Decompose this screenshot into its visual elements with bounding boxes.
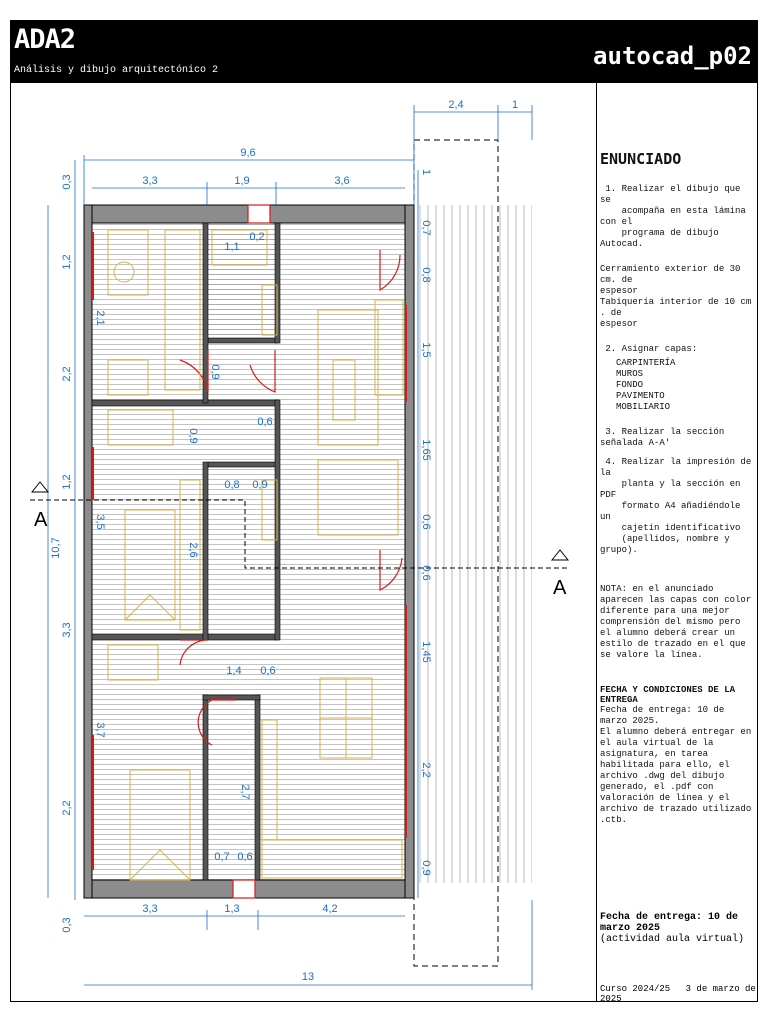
exercise-code: autocad_p02 xyxy=(593,42,752,70)
dim-right-d: 1,5 xyxy=(420,342,432,358)
due-note: (actividad aula virtual) xyxy=(600,934,745,945)
dim-int-j: 2,6 xyxy=(187,542,199,558)
dim-int-k: 1,4 xyxy=(226,665,242,677)
course-name: Análisis y dibujo arquitectónico 2 xyxy=(14,65,219,76)
dim-right-e: 1,65 xyxy=(420,439,432,461)
dim-int-i: 3,5 xyxy=(94,514,106,530)
dim-top-b: 1,9 xyxy=(234,175,250,187)
layer-walls: MUROS xyxy=(616,369,644,379)
partition-h3 xyxy=(208,338,278,343)
dim-int-n: 2,7 xyxy=(239,784,251,800)
partition-h1 xyxy=(92,400,278,406)
dim-terrace-b: 1 xyxy=(511,99,519,111)
partition-v3 xyxy=(203,462,208,640)
dim-int-a: 2,1 xyxy=(94,310,106,326)
dim-left-bottomwall: 0,3 xyxy=(61,917,73,933)
instruction-2: 2. Asignar capas: xyxy=(600,344,698,354)
dim-left-topwall: 0,3 xyxy=(61,174,73,190)
dim-right-c: 0,8 xyxy=(420,267,432,283)
dim-terrace: 2,4 xyxy=(448,99,464,111)
partition-v5 xyxy=(203,695,208,880)
layer-flooring: PAVIMENTO xyxy=(616,391,665,401)
dim-int-h: 0,9 xyxy=(252,479,268,491)
issue-date: 3 de marzo de 2025 xyxy=(600,984,756,1004)
dim-left-e: 2,2 xyxy=(61,800,73,816)
instruction-3: 3. Realizar la sección señalada A-A' xyxy=(600,427,730,448)
partition-h4 xyxy=(208,462,278,467)
dim-left-c: 1,2 xyxy=(61,474,73,490)
dim-bottom-overall: 13 xyxy=(301,971,315,983)
partition-h5 xyxy=(203,695,260,700)
section-label-right: A xyxy=(553,577,567,599)
dim-right-j: 0,9 xyxy=(420,860,432,876)
course-year: Curso 2024/25 xyxy=(600,984,671,994)
panel-title: ENUNCIADO xyxy=(600,150,682,168)
partition-v1 xyxy=(203,223,208,403)
due-date-block xyxy=(600,912,756,945)
layer-carpentry: CARPINTERÍA xyxy=(616,358,676,368)
dim-top-c: 3,6 xyxy=(334,175,350,187)
dim-top-a: 3,3 xyxy=(142,175,158,187)
dim-right-b: 0,7 xyxy=(420,220,432,236)
dim-bottom-a: 3,3 xyxy=(142,903,158,915)
conditions-title: FECHA Y CONDICIONES DE LA ENTREGA xyxy=(600,685,736,705)
dim-int-d: 0,9 xyxy=(209,364,221,380)
dim-int-l: 0,6 xyxy=(260,665,276,677)
dim-int-o: 0,7 xyxy=(214,851,230,863)
dim-right-i: 2,2 xyxy=(420,762,432,778)
dim-right-g: 0,6 xyxy=(420,565,432,581)
dim-int-c: 0,2 xyxy=(249,231,265,243)
window-north xyxy=(248,205,270,223)
dim-bottom-c: 4,2 xyxy=(322,903,338,915)
layer-background: FONDO xyxy=(616,380,644,390)
instruction-1: 1. Realizar el dibujo que se acompaña en esta lámina con el programa de dibujo Autocad. xyxy=(600,184,746,249)
layer-furniture: MOBILIARIO xyxy=(616,402,671,412)
dim-int-e: 0,9 xyxy=(187,428,199,444)
dim-right-f: 0,6 xyxy=(420,514,432,530)
wall-west xyxy=(84,205,92,898)
dim-int-p: 0,6 xyxy=(237,851,253,863)
dim-left-d: 3,3 xyxy=(61,622,73,638)
course-acronym: ADA2 xyxy=(14,24,76,55)
terrace-decking xyxy=(408,205,532,883)
course-footer xyxy=(600,984,768,1004)
dim-bottom-b: 1,3 xyxy=(224,903,240,915)
dim-left-b: 2,2 xyxy=(61,366,73,382)
conditions-text: Fecha de entrega: 10 de marzo 2025. El alumno deberá entregar en el aula virtual de la asignatura, en tarea habilitada para ello, el archivo .dwg del dibujo generado, el .pdf con valoración de línea y el archivo de trazado utilizado .ctb. xyxy=(600,705,752,825)
partition-h2 xyxy=(92,634,278,640)
dim-right-h: 1,45 xyxy=(420,641,432,663)
dim-int-b: 1,1 xyxy=(224,241,240,253)
section-label-left: A xyxy=(34,509,48,531)
dim-top-overall: 9,6 xyxy=(240,147,256,159)
window-south xyxy=(233,880,255,898)
dim-int-f: 0,6 xyxy=(257,416,273,428)
note: NOTA: en el anunciado aparecen las capas con color diferente para una mejor comprensión del mismo pero el alumno deberá crear un estilo de trazado en el que se valore la línea. xyxy=(600,584,757,660)
instruction-4: 4. Realizar la impresión de la planta y la sección en PDF formato A4 añadiéndole un cajetín identificativo (apellidos, nombre y grupo). xyxy=(600,457,752,555)
dim-left-a: 1,2 xyxy=(61,254,73,270)
partition-v6 xyxy=(255,695,260,880)
wall-specs: Cerramiento exterior de 30 cm. de espesor Tabiquería interior de 10 cm . de espesor xyxy=(600,264,752,329)
dim-right-a: 1 xyxy=(420,168,432,176)
dim-left-overall: 10,7 xyxy=(50,537,62,559)
dim-int-m: 3,7 xyxy=(94,722,106,738)
layer-list xyxy=(600,358,756,413)
instructions-panel xyxy=(600,150,756,826)
dim-int-g: 0,8 xyxy=(224,479,240,491)
due-date: Fecha de entrega: 10 de marzo 2025 xyxy=(600,912,739,934)
